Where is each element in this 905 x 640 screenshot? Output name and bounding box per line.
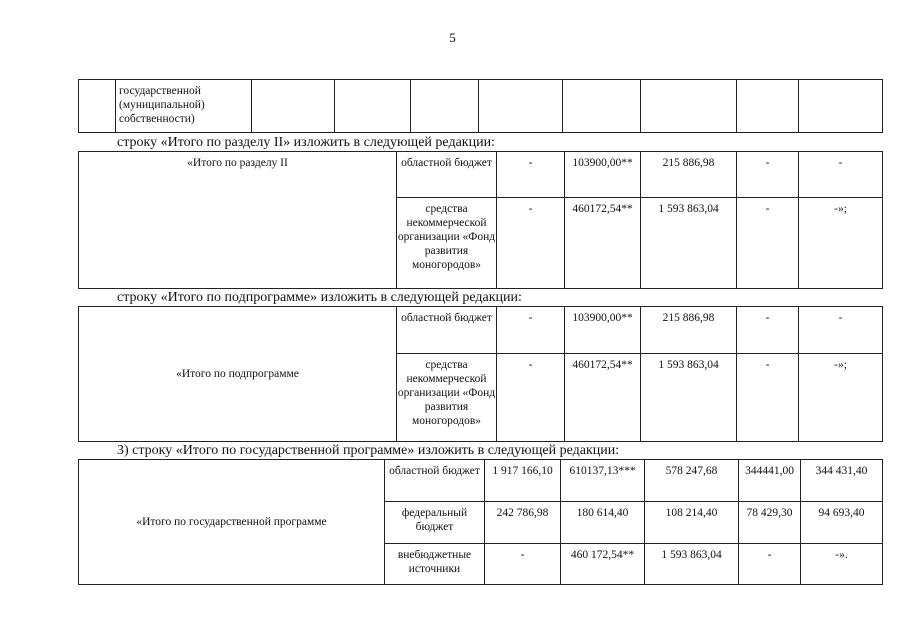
source-cell: федеральный бюджет <box>385 502 485 544</box>
value-cell: 1 917 166,10 <box>485 460 561 502</box>
empty-cell <box>252 80 335 133</box>
value-cell: 460 172,54** <box>561 544 645 585</box>
value-cell: - <box>739 544 801 585</box>
source-cell: областной бюджет <box>397 152 497 198</box>
value-cell: 610137,13*** <box>561 460 645 502</box>
empty-cell <box>479 80 563 133</box>
section2-caption: строку «Итого по разделу II» изложить в следующей редакции: <box>117 135 495 150</box>
value-cell: - <box>497 354 565 442</box>
value-cell: - <box>737 198 799 289</box>
value-cell: -». <box>801 544 883 585</box>
empty-cell <box>335 80 411 133</box>
value-cell: 460172,54** <box>565 354 641 442</box>
empty-cell <box>411 80 479 133</box>
source-cell: областной бюджет <box>385 460 485 502</box>
value-cell: 215 886,98 <box>641 307 737 354</box>
value-cell: - <box>497 307 565 354</box>
value-cell: 242 786,98 <box>485 502 561 544</box>
value-cell: 578 247,68 <box>645 460 739 502</box>
value-cell: 460172,54** <box>565 198 641 289</box>
ownership-text-cell: государственной (муниципальной) собственности) <box>116 80 252 133</box>
value-cell: 1 593 863,04 <box>645 544 739 585</box>
empty-cell <box>799 80 883 133</box>
value-cell: 180 614,40 <box>561 502 645 544</box>
value-cell: 1 593 863,04 <box>641 198 737 289</box>
value-cell: - <box>737 152 799 198</box>
value-cell: -»; <box>799 354 883 442</box>
value-cell: 94 693,40 <box>801 502 883 544</box>
value-cell: 344441,00 <box>739 460 801 502</box>
value-cell: - <box>799 152 883 198</box>
value-cell: 1 593 863,04 <box>641 354 737 442</box>
value-cell: - <box>799 307 883 354</box>
source-cell: средства некоммерческой организации «Фонд развития моногородов» <box>397 354 497 442</box>
value-cell: 103900,00** <box>565 152 641 198</box>
value-cell: - <box>485 544 561 585</box>
value-cell: - <box>737 354 799 442</box>
continuation-table <box>78 79 883 133</box>
source-cell: внебюджетные источники <box>385 544 485 585</box>
empty-cell <box>641 80 737 133</box>
value-cell: 215 886,98 <box>641 152 737 198</box>
value-cell: 103900,00** <box>565 307 641 354</box>
section2-table <box>78 151 883 289</box>
subprogram-table <box>78 306 883 442</box>
subprogram-caption: строку «Итого по подпрограмме» изложить в следующей редакции: <box>117 290 522 305</box>
value-cell: 344 431,40 <box>801 460 883 502</box>
value-cell: -»; <box>799 198 883 289</box>
source-cell: средства некоммерческой организации «Фонд развития моногородов» <box>397 198 497 289</box>
page-number: 5 <box>449 30 456 45</box>
subprogram-label: «Итого по подпрограмме <box>79 307 397 442</box>
program-label: «Итого по государственной программе <box>79 460 385 585</box>
value-cell: 78 429,30 <box>739 502 801 544</box>
section2-label: «Итого по разделу II <box>79 152 397 289</box>
value-cell: - <box>497 198 565 289</box>
value-cell: - <box>737 307 799 354</box>
empty-cell <box>563 80 641 133</box>
empty-cell <box>79 80 116 133</box>
empty-cell <box>737 80 799 133</box>
program-table <box>78 459 883 585</box>
value-cell: 108 214,40 <box>645 502 739 544</box>
program-caption: 3) строку «Итого по государственной программе» изложить в следующей редакции: <box>117 443 620 458</box>
source-cell: областной бюджет <box>397 307 497 354</box>
value-cell: - <box>497 152 565 198</box>
